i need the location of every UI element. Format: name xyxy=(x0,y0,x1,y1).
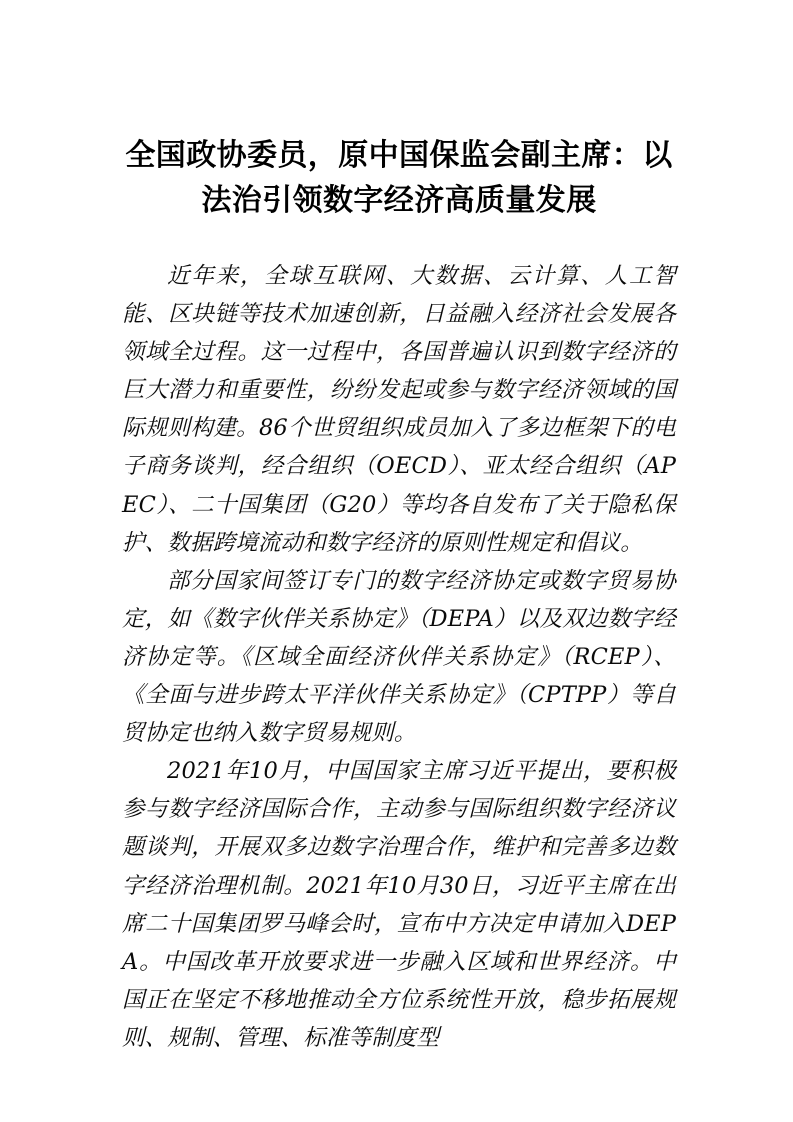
page-bottom-whitespace xyxy=(122,1057,676,1122)
document-body xyxy=(122,223,676,1057)
paragraph-3: 2021年10月，中国国家主席习近平提出，要积极参与数字经济国际合作，主动参与国际组织数字经济议题谈判，开展双多边数字治理合作，维护和完善多边数字经济治理机制。2021年10月30日，习近平主席在出席二十国集团罗马峰会时，宣布中方决定申请加入DEPA。中国改革开放要求进一步融入区域和世界经济。中国正在坚定不移地推动全方位系统性开放，稳步拓展规则、规制、管理、标准等制度型 xyxy=(122,758,676,1051)
page-title: 全国政协委员，原中国保监会副主席：以法治引领数字经济高质量发展 xyxy=(125,139,673,217)
document-text-column xyxy=(122,0,676,1122)
paragraph-2: 部分国家间签订专门的数字经济协定或数字贸易协定，如《数字伙伴关系协定》（DEPA）以及双边数字经济协定等。《区域全面经济伙伴关系协定》（RCEP）、《全面与进步跨太平洋伙伴关系协定》（CPTPP）等自贸协定也纳入数字贸易规则。 xyxy=(122,567,676,747)
paragraph-1: 近年来，全球互联网、大数据、云计算、人工智能、区块链等技术加速创新，日益融入经济社会发展各领域全过程。这一过程中，各国普遍认识到数字经济的巨大潜力和重要性，纷纷发起或参与数字经济领域的国际规则构建。86个世贸组织成员加入了多边框架下的电子商务谈判，经合组织（OECD）、亚太经合组织（APEC）、二十国集团（G20）等均各自发布了关于隐私保护、数据跨境流动和数字经济的原则性规定和倡议。 xyxy=(122,263,676,556)
